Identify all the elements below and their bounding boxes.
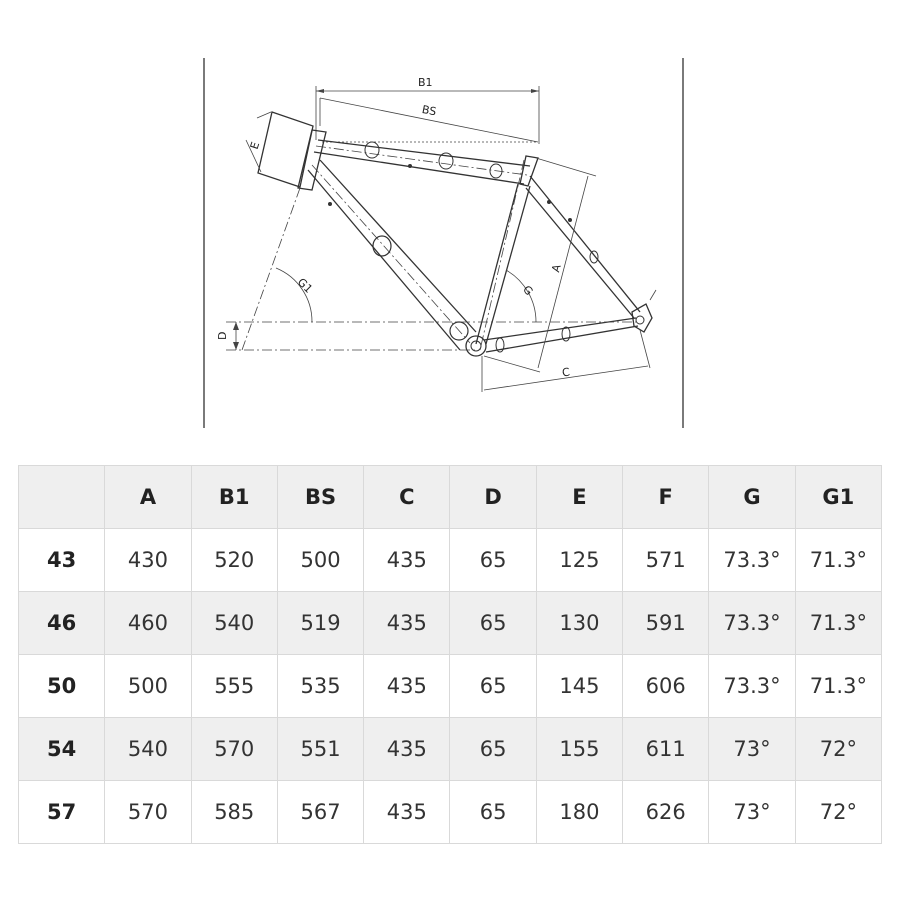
header-cell: D	[450, 466, 536, 529]
dimension-e	[246, 112, 313, 187]
geometry-table	[18, 465, 882, 844]
value-cell: 72°	[795, 781, 881, 844]
label-e: E	[247, 140, 263, 151]
size-cell: 46	[19, 592, 105, 655]
label-bs: BS	[420, 102, 438, 119]
value-cell: 535	[277, 655, 363, 718]
value-cell: 71.3°	[795, 655, 881, 718]
header-cell: BS	[277, 466, 363, 529]
value-cell: 626	[623, 781, 709, 844]
value-cell: 500	[105, 655, 191, 718]
value-cell: 435	[364, 529, 450, 592]
value-cell: 73°	[709, 718, 795, 781]
dimension-g1	[242, 188, 315, 350]
value-cell: 130	[536, 592, 622, 655]
value-cell: 571	[623, 529, 709, 592]
rear-dropout	[632, 290, 656, 332]
value-cell: 72°	[795, 718, 881, 781]
value-cell: 125	[536, 529, 622, 592]
head-tube	[298, 130, 326, 190]
dimension-c	[482, 330, 650, 392]
value-cell: 73°	[709, 781, 795, 844]
value-cell: 180	[536, 781, 622, 844]
table-row	[19, 781, 882, 844]
value-cell: 65	[450, 655, 536, 718]
table-row	[19, 592, 882, 655]
label-b1: B1	[418, 76, 433, 89]
top-tube	[314, 140, 530, 184]
value-cell: 540	[105, 718, 191, 781]
label-a: A	[549, 263, 564, 274]
value-cell: 65	[450, 718, 536, 781]
label-g: G	[520, 283, 536, 298]
value-cell: 591	[623, 592, 709, 655]
header-cell: A	[105, 466, 191, 529]
value-cell: 460	[105, 592, 191, 655]
frame-diagram-svg	[0, 0, 900, 440]
value-cell: 435	[364, 655, 450, 718]
value-cell: 73.3°	[709, 655, 795, 718]
table-header-row	[19, 466, 882, 529]
header-cell: G	[709, 466, 795, 529]
dimension-bs	[320, 98, 538, 142]
label-c: C	[561, 365, 571, 380]
value-cell: 500	[277, 529, 363, 592]
header-cell: G1	[795, 466, 881, 529]
value-cell: 71.3°	[795, 529, 881, 592]
dimension-a	[484, 158, 596, 372]
value-cell: 520	[191, 529, 277, 592]
value-cell: 555	[191, 655, 277, 718]
value-cell: 71.3°	[795, 592, 881, 655]
seat-tube	[476, 156, 538, 350]
size-cell: 54	[19, 718, 105, 781]
size-cell: 50	[19, 655, 105, 718]
value-cell: 435	[364, 592, 450, 655]
table-row	[19, 655, 882, 718]
value-cell: 551	[277, 718, 363, 781]
size-cell: 57	[19, 781, 105, 844]
header-cell: B1	[191, 466, 277, 529]
down-tube	[308, 160, 476, 350]
value-cell: 65	[450, 529, 536, 592]
dimension-d	[216, 322, 239, 350]
bottom-bracket	[466, 336, 486, 356]
header-cell: C	[364, 466, 450, 529]
value-cell: 65	[450, 592, 536, 655]
value-cell: 145	[536, 655, 622, 718]
table-row	[19, 718, 882, 781]
dimension-g	[506, 270, 536, 322]
frame-geometry-diagram	[0, 0, 900, 440]
header-cell: F	[623, 466, 709, 529]
value-cell: 73.3°	[709, 529, 795, 592]
value-cell: 585	[191, 781, 277, 844]
seat-stays	[526, 176, 640, 318]
header-cell	[19, 466, 105, 529]
value-cell: 567	[277, 781, 363, 844]
label-d: D	[216, 331, 229, 340]
header-cell: E	[536, 466, 622, 529]
value-cell: 519	[277, 592, 363, 655]
value-cell: 155	[536, 718, 622, 781]
value-cell: 570	[191, 718, 277, 781]
value-cell: 435	[364, 781, 450, 844]
size-cell: 43	[19, 529, 105, 592]
value-cell: 540	[191, 592, 277, 655]
value-cell: 611	[623, 718, 709, 781]
table-row	[19, 529, 882, 592]
value-cell: 65	[450, 781, 536, 844]
value-cell: 73.3°	[709, 592, 795, 655]
value-cell: 570	[105, 781, 191, 844]
value-cell: 430	[105, 529, 191, 592]
label-g1: G1	[294, 275, 315, 296]
chain-stays	[484, 318, 638, 352]
value-cell: 606	[623, 655, 709, 718]
value-cell: 435	[364, 718, 450, 781]
